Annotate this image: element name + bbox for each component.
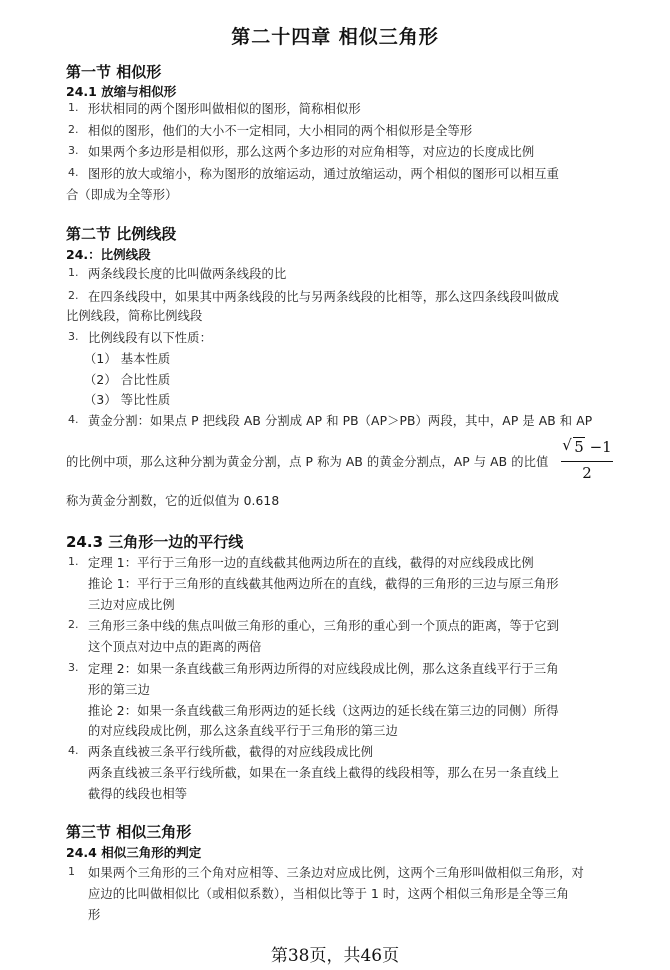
list-item: 如果两个三角形的三个角对应相等、三条边对应成比例，这两个三角形叫做相似三角形，对 — [88, 866, 584, 880]
list-item-line: 这个顶点对边中点的距离的两倍 — [88, 640, 262, 654]
list-item: 在四条线段中，如果其中两条线段的比与另两条线段的比相等，那么这四条线段叫做成 — [88, 290, 560, 304]
list-number: 1 — [68, 865, 75, 878]
list-item-line: 形的第三边 — [88, 683, 150, 697]
list-number: 4. — [68, 413, 79, 426]
subsection-24-4: 24.4 相似三角形的判定 — [66, 845, 202, 860]
golden-section-text: 黄金分割：如果点 P 把线段 AB 分割成 AP 和 PB（AP＞PB）两段，其中，AP 是 AB 和 AP — [88, 414, 593, 428]
property-item: （2） 合比性质 — [84, 373, 171, 387]
golden-section-text-3: 称为黄金分割数，它的近似值为 0.618 — [66, 494, 280, 508]
section-heading-2: 第二节 比例线段 — [66, 225, 177, 243]
subsection-24-1: 24.1 放缩与相似形 — [66, 84, 177, 99]
list-item-line: 的对应线段成比例，那么这条直线平行于三角形的第三边 — [88, 724, 398, 738]
list-item: 两条线段长度的比叫做两条线段的比 — [88, 267, 287, 281]
section-heading-3: 第三节 相似三角形 — [66, 823, 192, 841]
list-number: 2. — [68, 618, 79, 631]
list-item-line: 截得的线段也相等 — [88, 787, 188, 801]
list-item-line: 推论 1：平行于三角形的直线截其他两边所在的直线，截得的三角形的三边与原三角形 — [88, 577, 559, 591]
golden-ratio-fraction: √ 5 −1 2 — [562, 436, 612, 482]
list-number: 1. — [68, 266, 79, 279]
chapter-title: 第二十四章 相似三角形 — [231, 26, 439, 48]
fraction-radicand: 5 — [574, 438, 584, 456]
fraction-minus: −1 — [584, 438, 612, 456]
list-item: 定理 1：平行于三角形一边的直线截其他两边所在的直线，截得的对应线段成比例 — [88, 556, 534, 570]
list-item-line: 推论 2：如果一条直线截三角形两边的延长线（这两边的延长线在第三边的同侧）所得 — [88, 704, 559, 718]
list-item-line: 两条直线被三条平行线所截，如果在一条直线上截得的线段相等，那么在另一条直线上 — [88, 766, 560, 780]
list-item: 定理 2：如果一条直线截三角形两边所得的对应线段成比例，那么这条直线平行于三角 — [88, 662, 559, 676]
list-number: 3. — [68, 661, 79, 674]
list-number: 2. — [68, 123, 79, 136]
list-item: 形状相同的两个图形叫做相似的图形，简称相似形 — [88, 102, 361, 116]
list-number: 3. — [68, 330, 79, 343]
property-item: （3） 等比性质 — [84, 393, 171, 407]
list-number: 1. — [68, 101, 79, 114]
list-number: 2. — [68, 289, 79, 302]
list-item: 三角形三条中线的焦点叫做三角形的重心，三角形的重心到一个顶点的距离，等于它到 — [88, 619, 560, 633]
subsection-24-3: 24.3 三角形一边的平行线 — [66, 533, 244, 551]
list-item: 如果两个多边形是相似形，那么这两个多边形的对应角相等，对应边的长度成比例 — [88, 145, 535, 159]
list-number: 3. — [68, 144, 79, 157]
page-number: 第38页，共46页 — [270, 946, 400, 966]
list-number: 4. — [68, 744, 79, 757]
list-number: 4. — [68, 166, 79, 179]
list-item: 两条直线被三条平行线所截，截得的对应线段成比例 — [88, 745, 374, 759]
list-item-line: 三边对应成比例 — [88, 598, 175, 612]
subsection-24-2: 24.：比例线段 — [66, 247, 151, 262]
fraction-denominator: 2 — [582, 464, 592, 482]
list-item: 相似的图形，他们的大小不一定相同，大小相同的两个相似形是全等形 — [88, 124, 473, 138]
list-item-line: 应边的比叫做相似比（或相似系数），当相似比等于 1 时，这两个相似三角形是全等三角 — [88, 887, 569, 901]
list-item-continuation: 合（即成为全等形） — [66, 188, 178, 202]
list-item-line: 形 — [88, 908, 101, 922]
golden-section-text-2: 的比例中项，那么这种分割为黄金分割，点 P 称为 AB 的黄金分割点，AP 与 AB 的比值 — [66, 455, 549, 469]
list-number: 1. — [68, 555, 79, 568]
property-item: （1） 基本性质 — [84, 352, 171, 366]
list-item-continuation: 比例线段，简称比例线段 — [66, 309, 203, 323]
list-item: 图形的放大或缩小，称为图形的放缩运动，通过放缩运动，两个相似的图形可以相互重 — [88, 167, 560, 181]
section-heading-1: 第一节 相似形 — [66, 63, 162, 81]
list-item: 比例线段有以下性质： — [88, 331, 212, 345]
